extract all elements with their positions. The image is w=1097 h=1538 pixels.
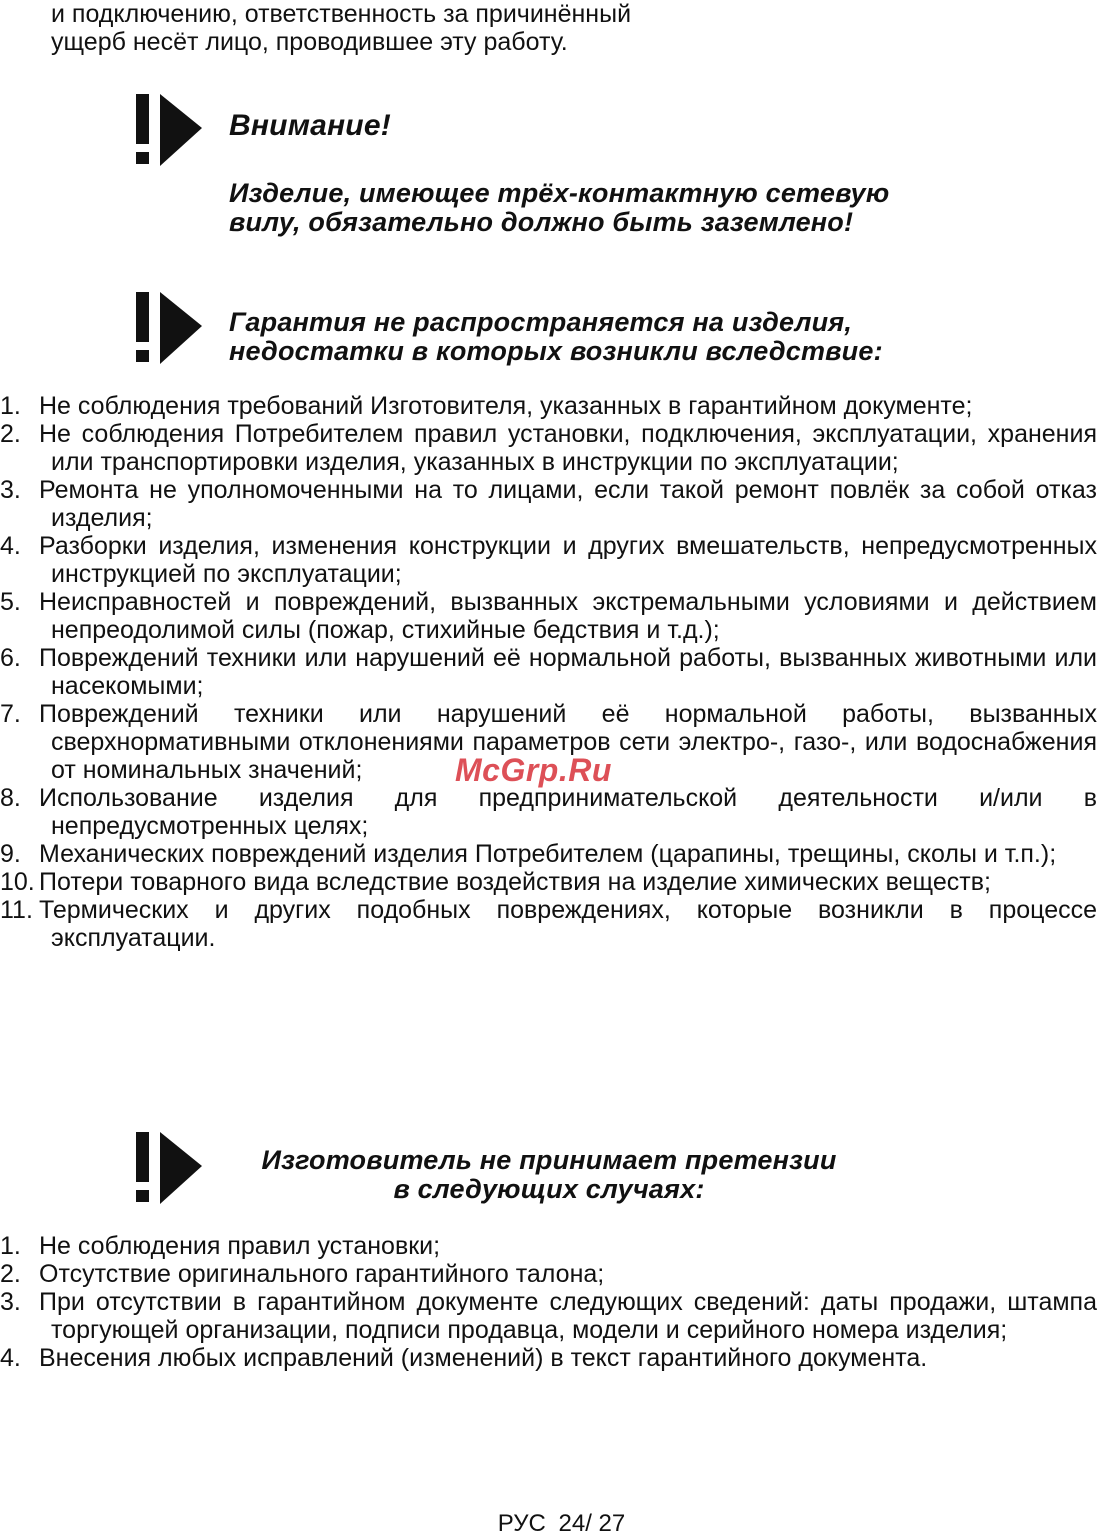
list-item-text: Термических и других подобных повреждениях, которые возникли в процессе эксплуатации.	[39, 896, 1097, 952]
intro-paragraph	[51, 0, 951, 56]
list-item	[0, 588, 1097, 644]
list-item-number: 3.	[0, 476, 21, 504]
list-item-number: 4.	[0, 1344, 21, 1372]
claims-heading-line-1: Изготовитель не принимает претензии	[261, 1145, 837, 1175]
intro-line-2: ущерб несёт лицо, проводившее эту работу.	[51, 28, 568, 56]
list-item	[0, 868, 1097, 896]
claims-heading	[229, 1146, 869, 1204]
warranty-exclusion-heading	[229, 308, 883, 366]
list-item-text: Потери товарного вида вследствие воздействия на изделие химических веществ;	[39, 868, 991, 896]
list-item	[0, 1260, 1097, 1288]
warning-attention	[229, 110, 889, 237]
list-item-number: 1.	[0, 392, 21, 420]
list-item-text: Ремонта не уполномоченными на то лицами, если такой ремонт повлёк за собой отказ изделия;	[39, 476, 1097, 532]
list-item-text: Разборки изделия, изменения конструкции и других вмешательств, непредусмотренных инструкцией по эксплуатации;	[39, 532, 1097, 588]
exclamation-arrow-icon	[132, 288, 204, 368]
list-item-text: Внесения любых исправлений (изменений) в текст гарантийного документа.	[39, 1344, 928, 1372]
list-item-text: При отсутствии в гарантийном документе следующих сведений: даты продажи, штампа торгующей организации, подписи продавца, модели и серийного номера изделия;	[39, 1288, 1097, 1344]
list-item-number: 6.	[0, 644, 21, 672]
list-item-number: 5.	[0, 588, 21, 616]
warranty-heading-line-1: Гарантия не распространяется на изделия,	[229, 307, 853, 337]
list-item-number: 2.	[0, 420, 21, 448]
list-item-text: Механических повреждений изделия Потребителем (царапины, трещины, сколы и т.п.);	[39, 840, 1057, 868]
exclamation-arrow-icon	[132, 1128, 204, 1208]
list-item	[0, 784, 1097, 840]
warning-text-line-1: Изделие, имеющее трёх-контактную сетевую	[229, 178, 890, 208]
claims-heading-line-2: в следующих случаях:	[393, 1174, 705, 1204]
list-item-text: Не соблюдения требований Изготовителя, указанных в гарантийном документе;	[39, 392, 973, 420]
list-item-number: 9.	[0, 840, 21, 868]
list-item-text: Использование изделия для предпринимательской деятельности и/или в непредусмотренных целях;	[39, 784, 1097, 840]
list-item	[0, 840, 1097, 868]
exclamation-arrow-icon	[132, 90, 204, 170]
warranty-heading-line-2: недостатки в которых возникли вследствие:	[229, 336, 883, 366]
list-item-text: Не соблюдения Потребителем правил установки, подключения, эксплуатации, хранения или транспортировки изделия, указанных в инструкции по эксплуатации;	[39, 420, 1097, 476]
warranty-exclusion-list	[0, 392, 1097, 952]
list-item-number: 7.	[0, 700, 21, 728]
list-item-text: Повреждений техники или нарушений её нормальной работы, вызванных сверхнормативными отклонениями параметров сети электро-, газо-, или водоснабжения от номинальных значений;	[39, 700, 1097, 784]
list-item	[0, 1288, 1097, 1344]
claims-list	[0, 1232, 1097, 1372]
list-item-text: Повреждений техники или нарушений её нормальной работы, вызванных животными или насекомыми;	[39, 644, 1097, 700]
list-item-number: 10.	[0, 868, 35, 896]
list-item-text: Не соблюдения правил установки;	[39, 1232, 441, 1260]
list-item-number: 4.	[0, 532, 21, 560]
list-item	[0, 644, 1097, 700]
list-item-text: Неисправностей и повреждений, вызванных экстремальными условиями и действием непреодолимой силы (пожар, стихийные бедствия и т.д.);	[39, 588, 1097, 644]
list-item	[0, 420, 1097, 476]
list-item-number: 2.	[0, 1260, 21, 1288]
footer-lang: РУС	[497, 1510, 546, 1537]
list-item-text: Отсутствие оригинального гарантийного талона;	[39, 1260, 605, 1288]
list-item	[0, 532, 1097, 588]
warning-title: Внимание!	[229, 109, 391, 142]
list-item	[0, 1344, 1097, 1372]
list-item	[0, 392, 1097, 420]
list-item-number: 1.	[0, 1232, 21, 1260]
list-item-number: 3.	[0, 1288, 21, 1316]
list-item	[0, 1232, 1097, 1260]
list-item	[0, 476, 1097, 532]
list-item-number: 11.	[0, 896, 33, 924]
watermark: McGrp.Ru	[455, 752, 612, 788]
warning-text-line-2: вилу, обязательно должно быть заземлено!	[229, 207, 854, 237]
intro-line-1: и подключению, ответственность за причинённый	[51, 0, 632, 28]
list-item	[0, 896, 1097, 952]
list-item-number: 8.	[0, 784, 21, 812]
page-footer	[0, 1510, 1097, 1538]
page-number: 24/ 27	[558, 1510, 626, 1537]
